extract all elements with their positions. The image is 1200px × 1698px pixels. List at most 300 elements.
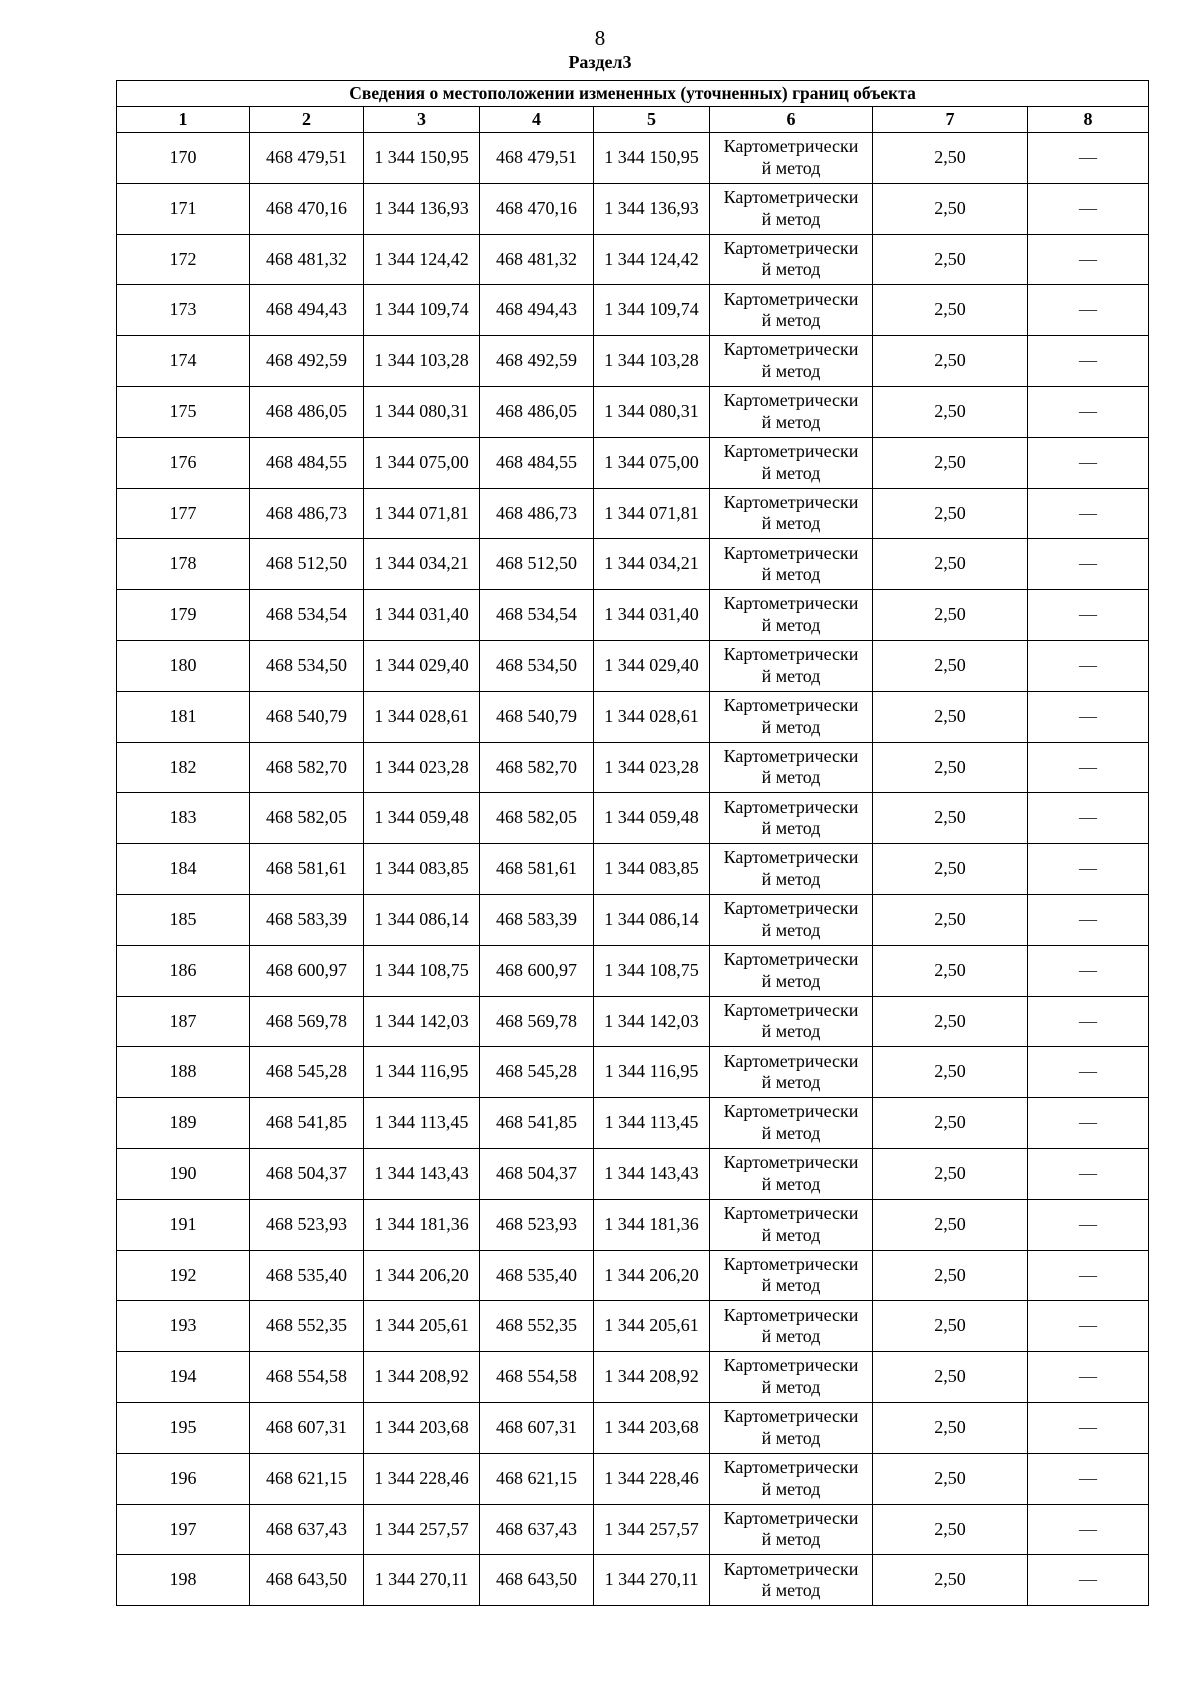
coordinate-y-cell: 1 344 208,92: [364, 1352, 480, 1403]
description-cell: —: [1028, 691, 1149, 742]
coordinate-y-cell: 1 344 208,92: [594, 1352, 710, 1403]
coordinate-x-cell: 468 621,15: [250, 1453, 364, 1504]
table-row: [117, 996, 1149, 1047]
method-text: й метод: [761, 462, 821, 483]
accuracy-cell: 2,50: [873, 1301, 1028, 1352]
coordinate-y-cell: 1 344 031,40: [364, 590, 480, 641]
method-cell: [710, 1453, 873, 1504]
accuracy-cell: 2,50: [873, 1555, 1028, 1606]
coordinate-y-cell: 1 344 270,11: [364, 1555, 480, 1606]
coordinate-y-cell: 1 344 143,43: [364, 1148, 480, 1199]
accuracy-cell: 2,50: [873, 844, 1028, 895]
method-text: й метод: [761, 970, 821, 991]
column-number-header: 8: [1028, 107, 1149, 133]
table-row: [117, 386, 1149, 437]
coordinate-x-cell: 468 523,93: [250, 1199, 364, 1250]
table-row: [117, 1453, 1149, 1504]
coordinate-y-cell: 1 344 116,95: [364, 1047, 480, 1098]
coordinate-y-cell: 1 344 103,28: [364, 336, 480, 387]
accuracy-cell: 2,50: [873, 1352, 1028, 1403]
method-text: й метод: [761, 869, 821, 890]
coordinate-x-cell: 468 512,50: [480, 539, 594, 590]
method-cell: [710, 1047, 873, 1098]
coordinate-y-cell: 1 344 205,61: [364, 1301, 480, 1352]
method-text: Картометрически: [723, 1253, 859, 1274]
coordinate-x-cell: 468 607,31: [480, 1402, 594, 1453]
point-number-cell: 184: [117, 844, 250, 895]
description-cell: —: [1028, 1555, 1149, 1606]
table-row: [117, 285, 1149, 336]
method-cell: [710, 539, 873, 590]
coordinate-x-cell: 468 540,79: [480, 691, 594, 742]
method-cell: [710, 437, 873, 488]
coordinate-y-cell: 1 344 080,31: [364, 386, 480, 437]
table-row: [117, 1352, 1149, 1403]
description-cell: —: [1028, 539, 1149, 590]
coordinate-y-cell: 1 344 257,57: [594, 1504, 710, 1555]
point-number-cell: 190: [117, 1148, 250, 1199]
coordinate-x-cell: 468 504,37: [250, 1148, 364, 1199]
coordinate-x-cell: 468 535,40: [250, 1250, 364, 1301]
method-text: Картометрически: [723, 1050, 859, 1071]
table-row: [117, 945, 1149, 996]
coordinate-y-cell: 1 344 150,95: [364, 133, 480, 184]
method-cell: [710, 285, 873, 336]
coordinate-x-cell: 468 552,35: [480, 1301, 594, 1352]
method-text: й метод: [761, 1123, 821, 1144]
coordinate-y-cell: 1 344 142,03: [594, 996, 710, 1047]
accuracy-cell: 2,50: [873, 1148, 1028, 1199]
method-text: Картометрически: [723, 644, 859, 665]
method-cell: [710, 945, 873, 996]
coordinate-y-cell: 1 344 181,36: [594, 1199, 710, 1250]
accuracy-cell: 2,50: [873, 437, 1028, 488]
method-cell: [710, 1199, 873, 1250]
method-text: Картометрически: [723, 695, 859, 716]
coordinate-x-cell: 468 600,97: [250, 945, 364, 996]
description-cell: —: [1028, 640, 1149, 691]
method-text: Картометрически: [723, 949, 859, 970]
accuracy-cell: 2,50: [873, 742, 1028, 793]
method-text: й метод: [761, 1021, 821, 1042]
point-number-cell: 186: [117, 945, 250, 996]
method-text: Картометрически: [723, 1507, 859, 1528]
coordinate-x-cell: 468 486,05: [250, 386, 364, 437]
coordinate-x-cell: 468 545,28: [480, 1047, 594, 1098]
coordinate-x-cell: 468 583,39: [480, 894, 594, 945]
table-row: [117, 336, 1149, 387]
table-row: [117, 1199, 1149, 1250]
method-text: Картометрически: [723, 745, 859, 766]
description-cell: —: [1028, 1098, 1149, 1149]
method-text: Картометрически: [723, 390, 859, 411]
coordinate-x-cell: 468 479,51: [250, 133, 364, 184]
description-cell: —: [1028, 285, 1149, 336]
point-number-cell: 187: [117, 996, 250, 1047]
method-text: Картометрически: [723, 1304, 859, 1325]
method-cell: [710, 1301, 873, 1352]
table-row: [117, 539, 1149, 590]
coordinate-y-cell: 1 344 136,93: [364, 183, 480, 234]
column-number-header: 4: [480, 107, 594, 133]
coordinate-x-cell: 468 484,55: [250, 437, 364, 488]
column-number-row: [117, 107, 1149, 133]
table-row: [117, 590, 1149, 641]
method-cell: [710, 336, 873, 387]
method-cell: [710, 183, 873, 234]
coordinate-x-cell: 468 621,15: [480, 1453, 594, 1504]
method-text: Картометрически: [723, 1101, 859, 1122]
table-row: [117, 488, 1149, 539]
coordinate-x-cell: 468 637,43: [480, 1504, 594, 1555]
method-cell: [710, 742, 873, 793]
coordinate-y-cell: 1 344 228,46: [594, 1453, 710, 1504]
coordinate-y-cell: 1 344 059,48: [594, 793, 710, 844]
table-row: [117, 234, 1149, 285]
method-text: Картометрически: [723, 237, 859, 258]
coordinate-y-cell: 1 344 205,61: [594, 1301, 710, 1352]
description-cell: —: [1028, 1301, 1149, 1352]
point-number-cell: 185: [117, 894, 250, 945]
point-number-cell: 195: [117, 1402, 250, 1453]
point-number-cell: 173: [117, 285, 250, 336]
coordinate-y-cell: 1 344 108,75: [594, 945, 710, 996]
method-cell: [710, 133, 873, 184]
coordinate-y-cell: 1 344 071,81: [364, 488, 480, 539]
coordinate-y-cell: 1 344 150,95: [594, 133, 710, 184]
coordinate-x-cell: 468 541,85: [250, 1098, 364, 1149]
coordinate-y-cell: 1 344 028,61: [594, 691, 710, 742]
coordinate-y-cell: 1 344 086,14: [594, 894, 710, 945]
column-number-header: 6: [710, 107, 873, 133]
method-text: й метод: [761, 208, 821, 229]
method-text: Картометрически: [723, 1152, 859, 1173]
page-number: 8: [594, 26, 606, 50]
accuracy-cell: 2,50: [873, 1504, 1028, 1555]
accuracy-cell: 2,50: [873, 793, 1028, 844]
coordinate-x-cell: 468 534,50: [480, 640, 594, 691]
accuracy-cell: 2,50: [873, 539, 1028, 590]
coordinate-x-cell: 468 569,78: [250, 996, 364, 1047]
description-cell: —: [1028, 1250, 1149, 1301]
point-number-cell: 192: [117, 1250, 250, 1301]
boundary-coordinates-table: [116, 80, 1149, 1606]
description-cell: —: [1028, 437, 1149, 488]
method-text: й метод: [761, 564, 821, 585]
coordinate-x-cell: 468 545,28: [250, 1047, 364, 1098]
description-cell: —: [1028, 996, 1149, 1047]
description-cell: —: [1028, 386, 1149, 437]
coordinate-x-cell: 468 486,73: [250, 488, 364, 539]
coordinate-x-cell: 468 581,61: [250, 844, 364, 895]
method-text: Картометрически: [723, 898, 859, 919]
table-row: [117, 640, 1149, 691]
point-number-cell: 177: [117, 488, 250, 539]
method-cell: [710, 1504, 873, 1555]
point-number-cell: 189: [117, 1098, 250, 1149]
coordinate-y-cell: 1 344 031,40: [594, 590, 710, 641]
table-row: [117, 691, 1149, 742]
coordinate-x-cell: 468 582,05: [480, 793, 594, 844]
table-row: [117, 1047, 1149, 1098]
method-cell: [710, 1402, 873, 1453]
description-cell: —: [1028, 793, 1149, 844]
coordinate-x-cell: 468 504,37: [480, 1148, 594, 1199]
coordinate-x-cell: 468 470,16: [250, 183, 364, 234]
method-text: й метод: [761, 1427, 821, 1448]
method-text: й метод: [761, 1580, 821, 1601]
description-cell: —: [1028, 1352, 1149, 1403]
description-cell: —: [1028, 234, 1149, 285]
accuracy-cell: 2,50: [873, 640, 1028, 691]
coordinate-y-cell: 1 344 071,81: [594, 488, 710, 539]
method-text: й метод: [761, 310, 821, 331]
coordinate-x-cell: 468 637,43: [250, 1504, 364, 1555]
coordinate-x-cell: 468 481,32: [480, 234, 594, 285]
method-text: Картометрически: [723, 441, 859, 462]
column-number-header: 5: [594, 107, 710, 133]
method-cell: [710, 1098, 873, 1149]
method-text: й метод: [761, 615, 821, 636]
coordinate-x-cell: 468 540,79: [250, 691, 364, 742]
accuracy-cell: 2,50: [873, 996, 1028, 1047]
coordinate-x-cell: 468 512,50: [250, 539, 364, 590]
coordinate-x-cell: 468 479,51: [480, 133, 594, 184]
table-row: [117, 894, 1149, 945]
accuracy-cell: 2,50: [873, 1199, 1028, 1250]
point-number-cell: 181: [117, 691, 250, 742]
coordinate-y-cell: 1 344 116,95: [594, 1047, 710, 1098]
method-text: й метод: [761, 818, 821, 839]
accuracy-cell: 2,50: [873, 234, 1028, 285]
method-text: Картометрически: [723, 288, 859, 309]
accuracy-cell: 2,50: [873, 1250, 1028, 1301]
method-cell: [710, 640, 873, 691]
description-cell: —: [1028, 1504, 1149, 1555]
method-text: й метод: [761, 1173, 821, 1194]
table-row: [117, 1555, 1149, 1606]
coordinate-y-cell: 1 344 108,75: [364, 945, 480, 996]
accuracy-cell: 2,50: [873, 488, 1028, 539]
table-row: [117, 1504, 1149, 1555]
method-text: Картометрически: [723, 1203, 859, 1224]
method-text: й метод: [761, 157, 821, 178]
method-text: Картометрически: [723, 339, 859, 360]
table-row: [117, 1148, 1149, 1199]
section-title: Раздел3: [568, 52, 632, 72]
table-row: [117, 1098, 1149, 1149]
coordinate-x-cell: 468 600,97: [480, 945, 594, 996]
coordinate-y-cell: 1 344 257,57: [364, 1504, 480, 1555]
point-number-cell: 182: [117, 742, 250, 793]
coordinate-y-cell: 1 344 023,28: [594, 742, 710, 793]
table-row: [117, 183, 1149, 234]
coordinate-y-cell: 1 344 059,48: [364, 793, 480, 844]
coordinate-y-cell: 1 344 034,21: [594, 539, 710, 590]
point-number-cell: 170: [117, 133, 250, 184]
coordinate-y-cell: 1 344 203,68: [594, 1402, 710, 1453]
coordinate-y-cell: 1 344 203,68: [364, 1402, 480, 1453]
point-number-cell: 196: [117, 1453, 250, 1504]
coordinate-x-cell: 468 481,32: [250, 234, 364, 285]
method-text: й метод: [761, 411, 821, 432]
coordinate-y-cell: 1 344 136,93: [594, 183, 710, 234]
coordinate-x-cell: 468 583,39: [250, 894, 364, 945]
coordinate-y-cell: 1 344 028,61: [364, 691, 480, 742]
description-cell: —: [1028, 1402, 1149, 1453]
method-text: й метод: [761, 767, 821, 788]
coordinate-y-cell: 1 344 086,14: [364, 894, 480, 945]
description-cell: —: [1028, 945, 1149, 996]
point-number-cell: 176: [117, 437, 250, 488]
coordinate-y-cell: 1 344 228,46: [364, 1453, 480, 1504]
method-text: й метод: [761, 1326, 821, 1347]
point-number-cell: 171: [117, 183, 250, 234]
description-cell: —: [1028, 742, 1149, 793]
table-body: [117, 133, 1149, 1606]
coordinate-y-cell: 1 344 181,36: [364, 1199, 480, 1250]
method-text: Картометрически: [723, 1355, 859, 1376]
coordinate-y-cell: 1 344 083,85: [594, 844, 710, 895]
method-text: Картометрически: [723, 136, 859, 157]
coordinate-y-cell: 1 344 206,20: [594, 1250, 710, 1301]
coordinate-x-cell: 468 492,59: [250, 336, 364, 387]
accuracy-cell: 2,50: [873, 1453, 1028, 1504]
description-cell: —: [1028, 1148, 1149, 1199]
accuracy-cell: 2,50: [873, 894, 1028, 945]
method-cell: [710, 386, 873, 437]
coordinate-x-cell: 468 523,93: [480, 1199, 594, 1250]
coordinate-y-cell: 1 344 083,85: [364, 844, 480, 895]
method-cell: [710, 996, 873, 1047]
table-row: [117, 437, 1149, 488]
point-number-cell: 183: [117, 793, 250, 844]
method-text: й метод: [761, 716, 821, 737]
method-text: й метод: [761, 1529, 821, 1550]
coordinate-y-cell: 1 344 113,45: [594, 1098, 710, 1149]
method-cell: [710, 691, 873, 742]
description-cell: —: [1028, 844, 1149, 895]
coordinate-y-cell: 1 344 142,03: [364, 996, 480, 1047]
coordinate-y-cell: 1 344 206,20: [364, 1250, 480, 1301]
coordinate-x-cell: 468 492,59: [480, 336, 594, 387]
accuracy-cell: 2,50: [873, 1098, 1028, 1149]
coordinate-x-cell: 468 582,70: [250, 742, 364, 793]
accuracy-cell: 2,50: [873, 1402, 1028, 1453]
description-cell: —: [1028, 894, 1149, 945]
method-text: й метод: [761, 1275, 821, 1296]
accuracy-cell: 2,50: [873, 336, 1028, 387]
coordinate-y-cell: 1 344 113,45: [364, 1098, 480, 1149]
method-text: Картометрически: [723, 1457, 859, 1478]
point-number-cell: 172: [117, 234, 250, 285]
method-text: й метод: [761, 1377, 821, 1398]
description-cell: —: [1028, 133, 1149, 184]
coordinate-x-cell: 468 554,58: [250, 1352, 364, 1403]
point-number-cell: 188: [117, 1047, 250, 1098]
point-number-cell: 178: [117, 539, 250, 590]
table-row: [117, 1301, 1149, 1352]
accuracy-cell: 2,50: [873, 590, 1028, 641]
coordinate-x-cell: 468 486,05: [480, 386, 594, 437]
method-text: Картометрически: [723, 847, 859, 868]
method-cell: [710, 1555, 873, 1606]
coordinate-x-cell: 468 494,43: [250, 285, 364, 336]
accuracy-cell: 2,50: [873, 945, 1028, 996]
method-text: й метод: [761, 919, 821, 940]
method-cell: [710, 1148, 873, 1199]
coordinate-x-cell: 468 582,05: [250, 793, 364, 844]
column-number-header: 3: [364, 107, 480, 133]
coordinate-y-cell: 1 344 034,21: [364, 539, 480, 590]
description-cell: —: [1028, 1453, 1149, 1504]
description-cell: —: [1028, 1047, 1149, 1098]
accuracy-cell: 2,50: [873, 133, 1028, 184]
description-cell: —: [1028, 183, 1149, 234]
coordinate-x-cell: 468 484,55: [480, 437, 594, 488]
coordinate-x-cell: 468 534,54: [480, 590, 594, 641]
coordinate-y-cell: 1 344 270,11: [594, 1555, 710, 1606]
description-cell: —: [1028, 488, 1149, 539]
method-text: Картометрически: [723, 999, 859, 1020]
method-cell: [710, 1352, 873, 1403]
method-text: Картометрически: [723, 491, 859, 512]
method-text: Картометрически: [723, 796, 859, 817]
accuracy-cell: 2,50: [873, 183, 1028, 234]
coordinate-x-cell: 468 541,85: [480, 1098, 594, 1149]
table-row: [117, 133, 1149, 184]
point-number-cell: 175: [117, 386, 250, 437]
point-number-cell: 179: [117, 590, 250, 641]
method-text: й метод: [761, 1224, 821, 1245]
coordinate-y-cell: 1 344 075,00: [364, 437, 480, 488]
method-text: й метод: [761, 513, 821, 534]
coordinate-y-cell: 1 344 029,40: [594, 640, 710, 691]
coordinate-y-cell: 1 344 029,40: [364, 640, 480, 691]
coordinate-x-cell: 468 643,50: [480, 1555, 594, 1606]
description-cell: —: [1028, 590, 1149, 641]
method-text: й метод: [761, 1072, 821, 1093]
method-text: Картометрически: [723, 1558, 859, 1579]
method-text: й метод: [761, 1478, 821, 1499]
accuracy-cell: 2,50: [873, 691, 1028, 742]
method-cell: [710, 488, 873, 539]
method-text: Картометрически: [723, 1406, 859, 1427]
coordinate-x-cell: 468 607,31: [250, 1402, 364, 1453]
coordinate-x-cell: 468 581,61: [480, 844, 594, 895]
coordinate-y-cell: 1 344 124,42: [364, 234, 480, 285]
accuracy-cell: 2,50: [873, 1047, 1028, 1098]
point-number-cell: 194: [117, 1352, 250, 1403]
point-number-cell: 174: [117, 336, 250, 387]
description-cell: —: [1028, 336, 1149, 387]
point-number-cell: 193: [117, 1301, 250, 1352]
point-number-cell: 197: [117, 1504, 250, 1555]
column-number-header: 2: [250, 107, 364, 133]
column-number-header: 1: [117, 107, 250, 133]
coordinate-x-cell: 468 582,70: [480, 742, 594, 793]
table-row: [117, 742, 1149, 793]
coordinate-x-cell: 468 552,35: [250, 1301, 364, 1352]
coordinate-y-cell: 1 344 103,28: [594, 336, 710, 387]
point-number-cell: 180: [117, 640, 250, 691]
coordinate-x-cell: 468 643,50: [250, 1555, 364, 1606]
coordinate-y-cell: 1 344 023,28: [364, 742, 480, 793]
coordinate-x-cell: 468 534,54: [250, 590, 364, 641]
method-cell: [710, 234, 873, 285]
coordinate-y-cell: 1 344 124,42: [594, 234, 710, 285]
column-number-header: 7: [873, 107, 1028, 133]
